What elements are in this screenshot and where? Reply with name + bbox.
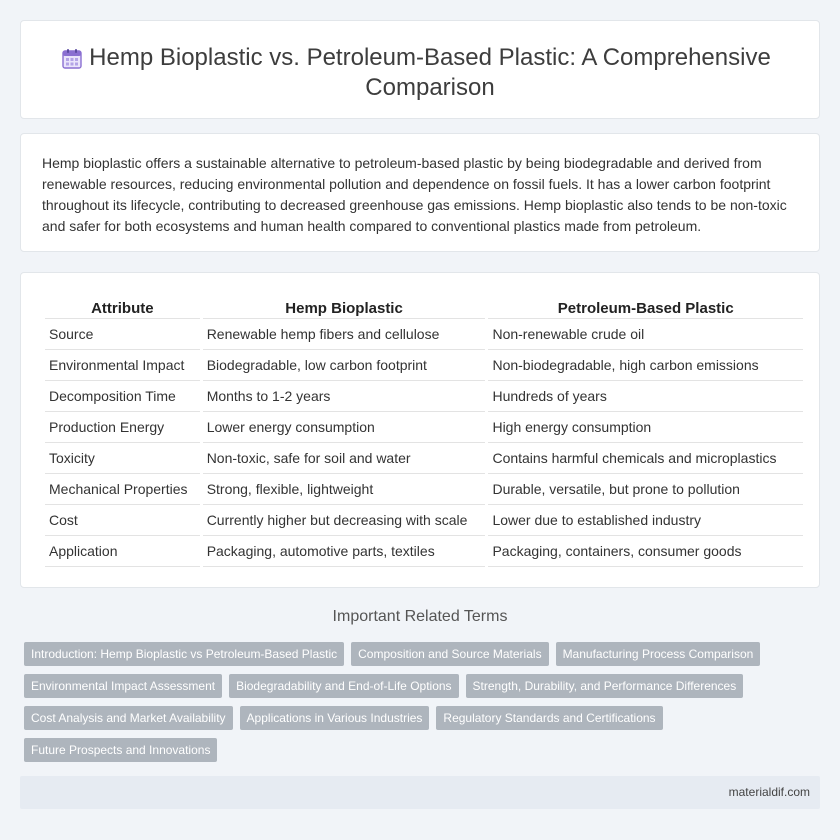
attribute-cell: Toxicity [45, 443, 200, 474]
related-term-tag[interactable]: Future Prospects and Innovations [24, 738, 217, 762]
footer-site-link[interactable]: materialdif.com [728, 785, 810, 799]
hemp-cell: Strong, flexible, lightweight [203, 474, 486, 505]
hemp-cell: Packaging, automotive parts, textiles [203, 536, 486, 567]
hemp-cell: Renewable hemp fibers and cellulose [203, 319, 486, 350]
column-header-hemp: Hemp Bioplastic [203, 295, 486, 319]
header-card [20, 20, 820, 119]
hemp-cell: Biodegradable, low carbon footprint [203, 350, 486, 381]
petroleum-cell: Contains harmful chemicals and microplastics [488, 443, 803, 474]
column-header-petroleum: Petroleum-Based Plastic [488, 295, 803, 319]
related-term-tag[interactable]: Biodegradability and End-of-Life Options [229, 674, 458, 698]
comparison-table-card [20, 272, 820, 588]
hemp-cell: Currently higher but decreasing with scale [203, 505, 486, 536]
related-terms-heading: Important Related Terms [332, 608, 508, 625]
related-term-tag[interactable]: Regulatory Standards and Certifications [436, 706, 662, 730]
related-term-tag[interactable]: Introduction: Hemp Bioplastic vs Petroleum-Based Plastic [24, 642, 344, 666]
table-row [45, 381, 803, 412]
attribute-cell: Source [45, 319, 200, 350]
hemp-cell: Months to 1-2 years [203, 381, 486, 412]
footer [20, 776, 820, 809]
hemp-cell: Lower energy consumption [203, 412, 486, 443]
table-row [45, 443, 803, 474]
page-title: Hemp Bioplastic vs. Petroleum-Based Plastic: A Comprehensive Comparison [89, 44, 771, 101]
petroleum-cell: Non-biodegradable, high carbon emissions [488, 350, 803, 381]
attribute-cell: Cost [45, 505, 200, 536]
petroleum-cell: High energy consumption [488, 412, 803, 443]
attribute-cell: Application [45, 536, 200, 567]
column-header-attribute: Attribute [45, 295, 200, 319]
table-row [45, 505, 803, 536]
related-term-tag[interactable]: Applications in Various Industries [240, 706, 430, 730]
table-row [45, 319, 803, 350]
related-term-tag[interactable]: Strength, Durability, and Performance Differences [466, 674, 744, 698]
related-term-tag[interactable]: Manufacturing Process Comparison [556, 642, 761, 666]
petroleum-cell: Lower due to established industry [488, 505, 803, 536]
petroleum-cell: Non-renewable crude oil [488, 319, 803, 350]
table-row [45, 350, 803, 381]
table-header-row [45, 295, 803, 319]
attribute-cell: Environmental Impact [45, 350, 200, 381]
related-term-tag[interactable]: Composition and Source Materials [351, 642, 548, 666]
related-term-tag[interactable]: Environmental Impact Assessment [24, 674, 222, 698]
attribute-cell: Production Energy [45, 412, 200, 443]
attribute-cell: Mechanical Properties [45, 474, 200, 505]
comparison-table [42, 295, 806, 567]
attribute-cell: Decomposition Time [45, 381, 200, 412]
summary-card [20, 133, 820, 252]
related-terms-list [24, 642, 804, 770]
summary-text: Hemp bioplastic offers a sustainable alternative to petroleum-based plastic by being biodegradable and derived from renewable resources, reducing environmental pollution and dependence on fossil fuels. It has a lower carbon footprint throughout its lifecycle, contributing to decreased greenhouse gas emissions. Hemp bioplastic also tends to be non-toxic and safer for both ecosystems and human health compared to conventional plastics made from petroleum. [42, 155, 787, 234]
petroleum-cell: Hundreds of years [488, 381, 803, 412]
hemp-cell: Non-toxic, safe for soil and water [203, 443, 486, 474]
petroleum-cell: Packaging, containers, consumer goods [488, 536, 803, 567]
petroleum-cell: Durable, versatile, but prone to pollution [488, 474, 803, 505]
related-term-tag[interactable]: Cost Analysis and Market Availability [24, 706, 233, 730]
table-row [45, 474, 803, 505]
table-row [45, 536, 803, 567]
table-row [45, 412, 803, 443]
